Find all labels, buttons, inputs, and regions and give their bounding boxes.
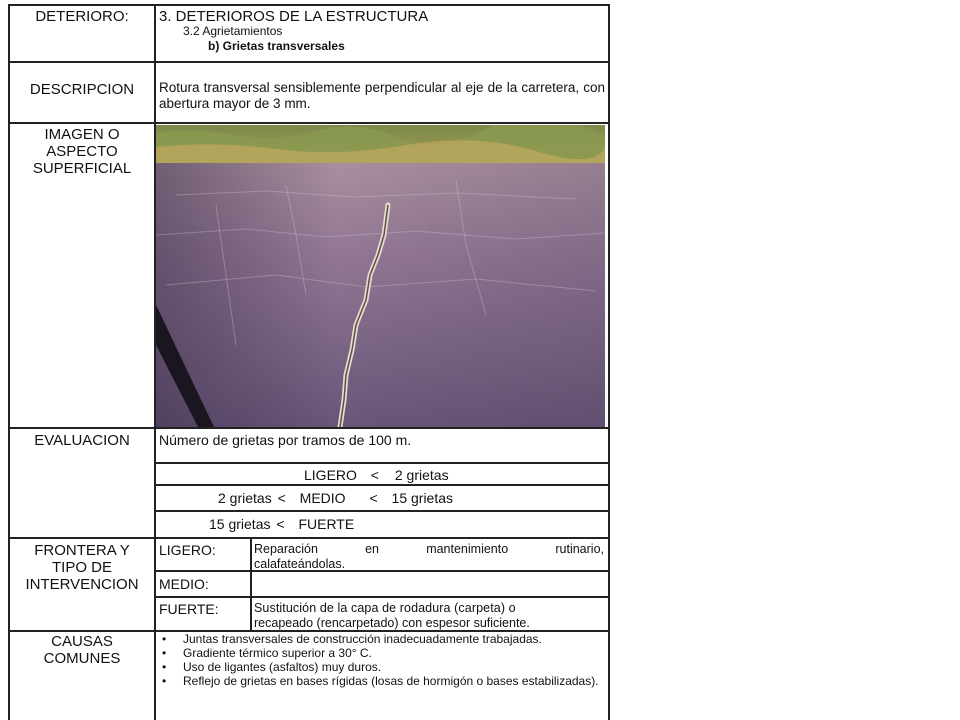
frontera-label-line: FRONTERA Y [34,542,130,559]
level-name: MEDIO [299,490,346,506]
frontera-label-line: TIPO DE [51,559,112,576]
imagen-label-line: SUPERFICIAL [32,160,132,177]
level-low-value: 2 grietas [218,490,272,506]
causas-label-line: COMUNES [43,650,121,667]
word: en [365,542,380,556]
rule [8,4,10,720]
frontera-level-ligero: LIGERO: [159,542,216,558]
rule [8,61,610,63]
evaluacion-medio [218,490,453,507]
deterioro-subsection: 3.2 Agrietamientos [183,24,283,38]
imagen-label [10,126,154,177]
evaluacion-ligero [304,467,449,484]
descripcion-label: DESCRIPCION [29,81,135,98]
rule [250,538,252,631]
evaluacion-label: EVALUACION [34,432,130,449]
frontera-fuerte-action [254,601,604,631]
word: mantenimiento [426,542,509,556]
evaluacion-fuerte [209,516,354,533]
rule [8,122,610,124]
frontera-ligero-line2: calafateándolas. [254,557,346,571]
level-operator: < [277,490,286,506]
list-item: • Juntas transversales de construcción inadecuadamente trabajadas. [158,633,606,647]
rule [608,4,610,720]
level-name: FUERTE [298,516,355,532]
evaluacion-text: Número de grietas por tramos de 100 m. [159,432,412,448]
frontera-label [10,542,154,593]
rule [8,537,610,539]
frontera-level-medio: MEDIO: [159,576,209,592]
frontera-level-fuerte: FUERTE: [159,601,219,617]
causas-list [158,633,606,689]
rule [8,427,610,429]
rule [154,596,610,598]
level-value: 2 grietas [394,467,449,483]
deterioration-sheet [8,4,610,720]
frontera-ligero-action [254,542,604,572]
deterioro-label: DETERIORO: [35,8,129,25]
frontera-fuerte-line1: Sustitución de la capa de rodadura (carpeta) o [254,601,516,615]
list-item: • Gradiente térmico superior a 30° C. [158,647,606,661]
frontera-fuerte-line2: recapeado (rencarpetado) con espesor suficiente. [254,616,530,630]
frontera-ligero-line1 [254,542,604,557]
level-operator: < [276,516,285,532]
rule [154,510,610,512]
imagen-label-line: IMAGEN O [44,126,120,143]
level-value: 15 grietas [391,490,454,506]
rule [154,462,610,464]
causas-label-line: CAUSAS [51,633,113,650]
deterioro-item: b) Grietas transversales [208,39,345,53]
deterioro-title: 3. DETERIOROS DE LA ESTRUCTURA [159,8,429,25]
list-item: • Uso de ligantes (asfaltos) muy duros. [158,661,606,675]
causas-label [10,633,154,667]
level-operator: < [370,467,379,483]
list-item: • Reflejo de grietas en bases rígidas (losas de hormigón o bases estabilizadas). [158,675,606,689]
rule [154,484,610,486]
frontera-label-line: INTERVENCION [25,576,139,593]
word: rutinario, [555,542,604,556]
pavement-crack-photo [156,125,605,427]
word: Reparación [254,542,318,556]
level-low-value: 15 grietas [209,516,271,532]
level-operator: < [369,490,378,506]
imagen-label-line: ASPECTO [46,143,118,160]
descripcion-text: Rotura transversal sensiblemente perpendicular al eje de la carretera, con abertura mayor de 3 mm. [159,80,605,111]
rule [8,4,610,6]
level-name: LIGERO [304,467,357,483]
